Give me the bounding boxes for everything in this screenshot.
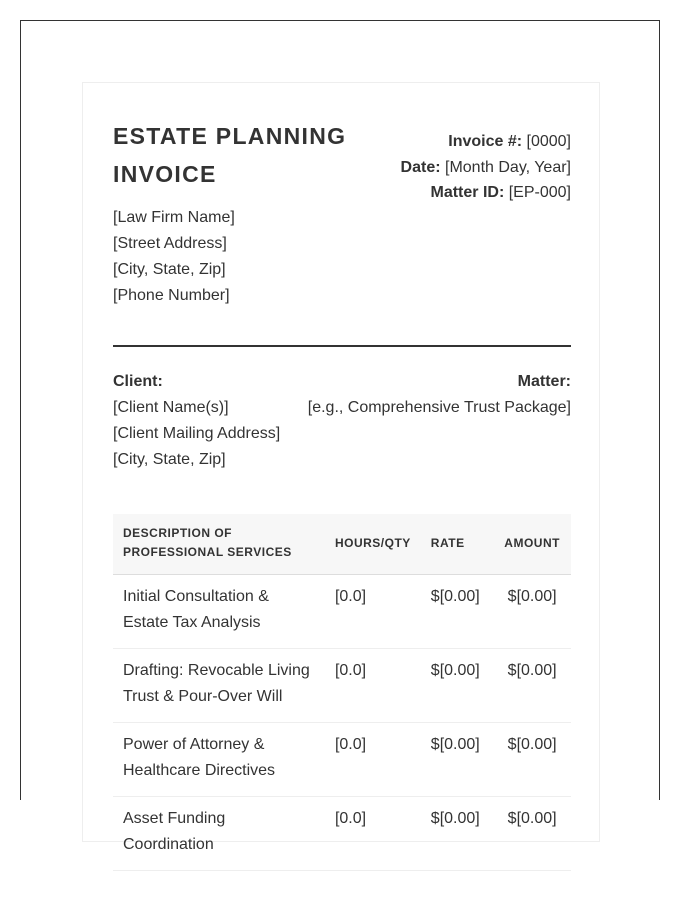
table-row [113,723,571,797]
header-divider [113,345,571,347]
invoice-meta [393,113,571,309]
invoice-date-label: Date: [400,158,441,176]
column-header-hours: HOURS/QTY [325,514,421,575]
firm-name: [Law Firm Name] [113,209,235,226]
firm-block [113,113,393,309]
service-hours: [0.0] [325,797,421,871]
table-row [113,649,571,723]
services-table [113,514,571,871]
service-description: Initial Consultation & Estate Tax Analysis [113,575,325,649]
client-city: [City, State, Zip] [113,451,226,468]
column-header-description: DESCRIPTION OF PROFESSIONAL SERVICES [113,514,325,575]
invoice-header [113,113,571,309]
service-rate: $[0.00] [421,797,493,871]
invoice-number-value: [0000] [526,133,571,150]
service-hours: [0.0] [325,723,421,797]
column-header-amount: AMOUNT [493,514,571,575]
client-block [113,369,280,473]
client-label: Client: [113,373,163,390]
invoice-number [393,129,571,155]
service-description: Drafting: Revocable Living Trust & Pour-Over Will [113,649,325,723]
service-hours: [0.0] [325,575,421,649]
matter-id-value: [EP-000] [508,184,571,201]
firm-street: [Street Address] [113,235,227,252]
parties-section [113,369,571,473]
service-amount: $[0.00] [493,723,571,797]
invoice-number-label: Invoice #: [448,133,523,150]
matter-label: Matter: [517,373,571,390]
matter-id [393,180,571,206]
matter-id-label: Matter ID: [430,184,505,201]
service-description: Power of Attorney & Healthcare Directives [113,723,325,797]
page-frame [20,20,660,853]
firm-address [113,205,393,309]
service-rate: $[0.00] [421,649,493,723]
service-rate: $[0.00] [421,575,493,649]
service-amount: $[0.00] [493,575,571,649]
column-header-rate: RATE [421,514,493,575]
service-rate: $[0.00] [421,723,493,797]
invoice-date [393,155,571,181]
service-description: Asset Funding Coordination [113,797,325,871]
service-amount: $[0.00] [493,649,571,723]
matter-block [308,369,571,473]
service-amount: $[0.00] [493,797,571,871]
table-row [113,797,571,871]
table-row [113,575,571,649]
matter-value: [e.g., Comprehensive Trust Package] [307,399,571,416]
invoice-date-value: [Month Day, Year] [445,158,571,176]
client-name: [Client Name(s)] [113,399,229,416]
invoice-content [113,113,571,871]
client-address: [Client Mailing Address] [113,425,281,442]
firm-city: [City, State, Zip] [113,261,226,278]
invoice-sheet [82,82,600,853]
service-hours: [0.0] [325,649,421,723]
table-header-row [113,514,571,575]
invoice-title: ESTATE PLANNING INVOICE [113,123,347,187]
firm-phone: [Phone Number] [113,287,230,304]
